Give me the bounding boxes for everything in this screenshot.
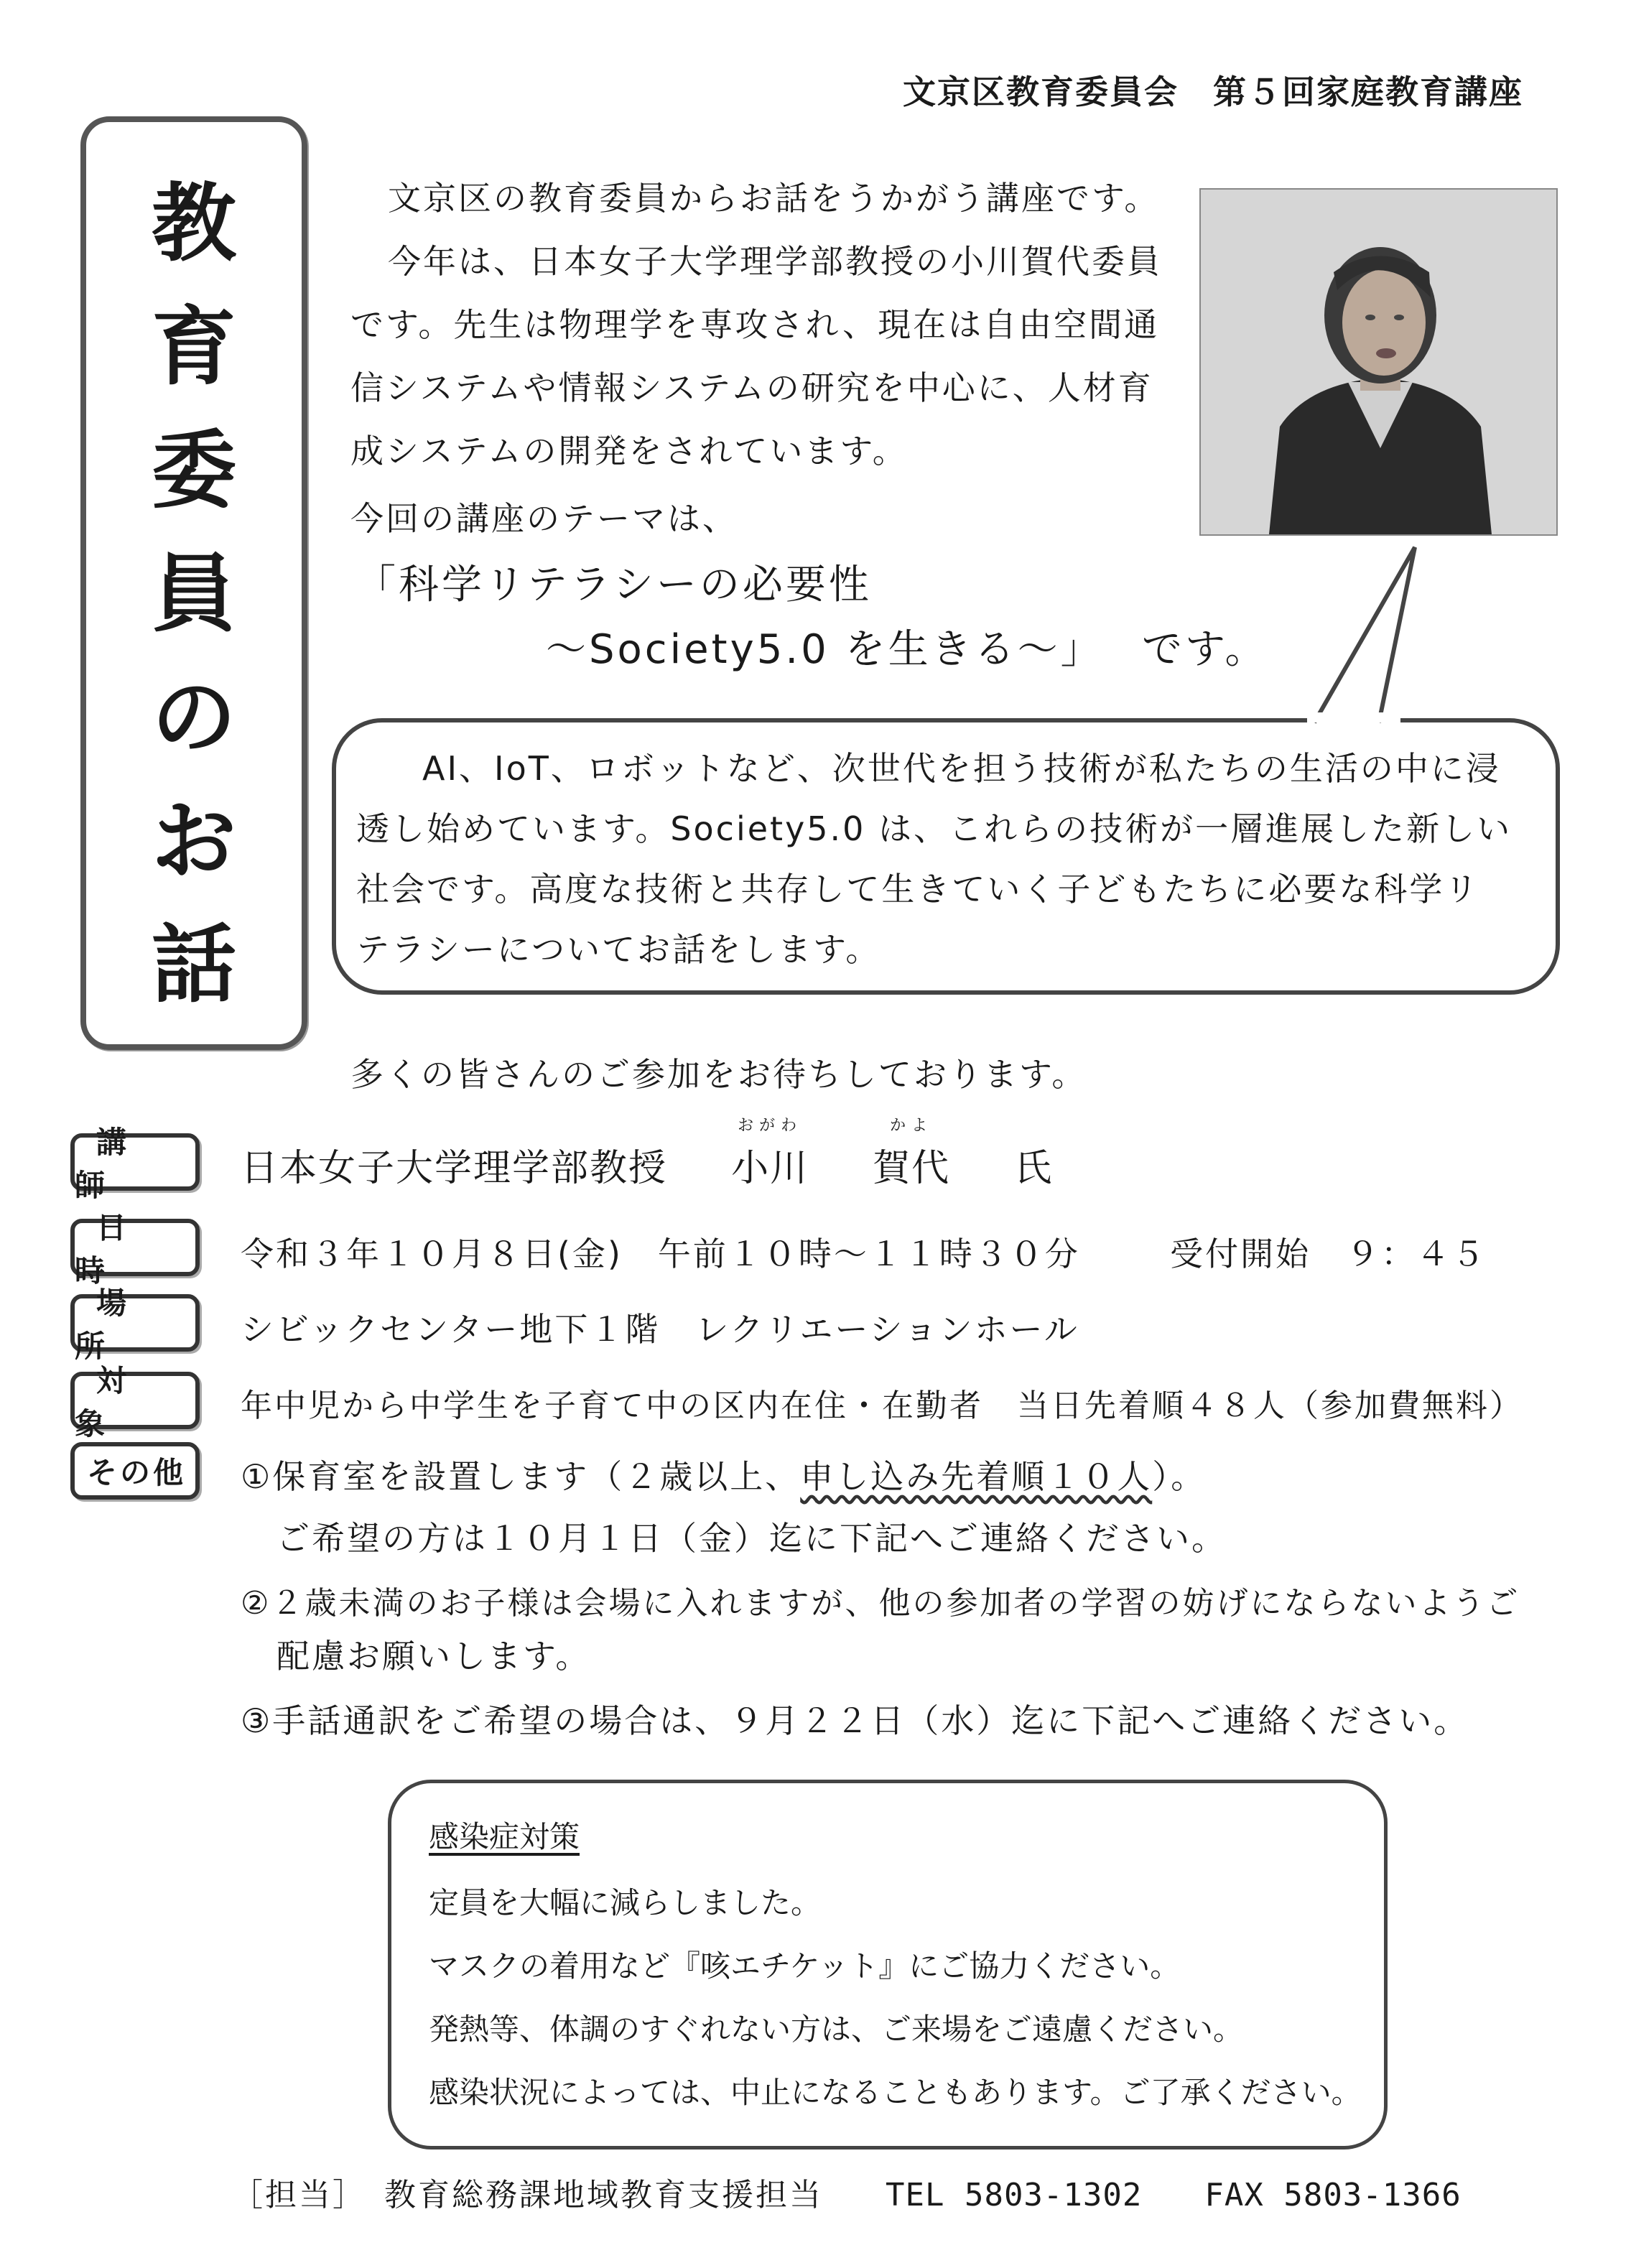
bubble-text (356, 738, 1534, 980)
infection-line: マスクの着用など『咳エチケット』にご協力ください。 (429, 1949, 1181, 1983)
intro-line: 今年は、日本女子大学理学部教授の小川賀代委員 (388, 242, 1162, 281)
lecturer-surname: おがわ 小川 (731, 1138, 809, 1191)
infection-control-box (388, 1780, 1388, 2150)
intro-line: 信システムや情報システムの研究を中心に、人材育 (350, 368, 1153, 407)
lecturer-given-name: かよ 賀代 (873, 1138, 950, 1191)
bubble-line: 透し始めています。Society5.0 は、これらの技術が一層進展した新しい (356, 809, 1512, 848)
datetime-detail (241, 1228, 1487, 1275)
theme-line-1: 「科学リテラシーの必要性 (356, 562, 872, 608)
target-value: 年中児から中学生を子育て中の区内在住・在勤者 当日先着順４８人（参加費無料） (241, 1388, 1523, 1424)
contact-fax: FAX 5803-1366 (1204, 2177, 1462, 2213)
infection-title: 感染症対策 (429, 1820, 580, 1854)
intro-line: 成システムの開発をされています。 (350, 432, 908, 470)
lecturer-suffix: 氏 (1014, 1147, 1054, 1190)
bubble-tail-join (1307, 712, 1400, 722)
label-datetime: 日時 (70, 1219, 200, 1276)
infection-line: 感染状況によっては、中止になることもあります。ご了承ください。 (429, 2076, 1362, 2109)
vertical-title (86, 162, 302, 1026)
footer-contact (231, 2169, 1462, 2215)
lecturer-affiliation: 日本女子大学理学部教授 (241, 1147, 668, 1190)
reception-time: 受付開始 ９：４５ (1170, 1235, 1487, 1273)
place-value: シビックセンター地下１階 レクリエーションホール (241, 1310, 1079, 1349)
other-item-2-line-2: 配慮お願いします。 (277, 1637, 591, 1676)
lecturer-photo (1199, 188, 1558, 536)
speech-bubble (332, 718, 1560, 995)
bubble-line: 社会です。高度な技術と共存して生きていく子どもたちに必要な科学リ (356, 870, 1480, 908)
given-ruby: かよ (890, 1117, 934, 1135)
vertical-title-char: 員 (151, 544, 236, 643)
other-item-1: ①保育室を設置します（２歳以上、申し込み先着順１０人）。 (241, 1457, 1207, 1496)
vertical-title-char: お (151, 791, 236, 891)
bubble-line: テラシーについてお話をします。 (356, 930, 881, 969)
vertical-title-char: の (151, 668, 236, 767)
label-lecturer: 講師 (70, 1133, 200, 1191)
vertical-title-char: 委 (151, 421, 236, 520)
datetime-value: 令和３年１０月８日(金) 午前１０時～１１時３０分 (241, 1235, 1080, 1273)
contact-department: ［担当］ 教育総務課地域教育支援担当 (231, 2177, 823, 2213)
portrait-illustration (1201, 190, 1556, 534)
contact-tel: TEL 5803-1302 (886, 2177, 1143, 2213)
other-item-3: ③手話通訳をご希望の場合は、９月２２日（水）迄に下記へご連絡ください。 (241, 1701, 1469, 1740)
first-come-note: 申し込み先着順１０人 (800, 1457, 1153, 1496)
vertical-title-char: 話 (151, 915, 236, 1014)
vertical-title-char: 育 (151, 297, 236, 396)
other-item-2: ②２歳未満のお子様は会場に入れますが、他の参加者の学習の妨げにならないようご (241, 1585, 1520, 1622)
theme-line-2: ～Society5.0 を生きる～」 (546, 626, 1104, 673)
page-header-title: 文京区教育委員会 第５回家庭教育講座 (903, 73, 1523, 111)
lecturer-detail (241, 1117, 1054, 1191)
bubble-tail (1286, 544, 1451, 724)
bubble-line: AI、IoT、ロボットなど、次世代を担う技術が私たちの生活の中に浸 (422, 749, 1501, 788)
vertical-title-char: 教 (151, 174, 236, 273)
intro-line: です。先生は物理学を専攻され、現在は自由空間通 (350, 305, 1160, 344)
invitation-text: 多くの皆さんのご参加をお待ちしております。 (350, 1055, 1087, 1094)
theme-desu: です。 (1142, 626, 1268, 673)
surname-ruby: おがわ (738, 1117, 803, 1135)
label-target: 対象 (70, 1372, 200, 1429)
intro-paragraph (350, 167, 1198, 483)
infection-line: 発熱等、体調のすぐれない方は、ご来場をご遠慮ください。 (429, 2012, 1244, 2046)
vertical-title-box (80, 116, 307, 1050)
label-other: その他 (70, 1442, 200, 1500)
infection-line: 定員を大幅に減らしました。 (429, 1886, 822, 1920)
label-place: 場所 (70, 1294, 200, 1352)
intro-line: 文京区の教育委員からお話をうかがう講座です。 (388, 179, 1160, 218)
other-item-1-line-2: ご希望の方は１０月１日（金）迄に下記へご連絡ください。 (277, 1519, 1227, 1558)
theme-intro: 今回の講座のテーマは、 (350, 499, 738, 538)
